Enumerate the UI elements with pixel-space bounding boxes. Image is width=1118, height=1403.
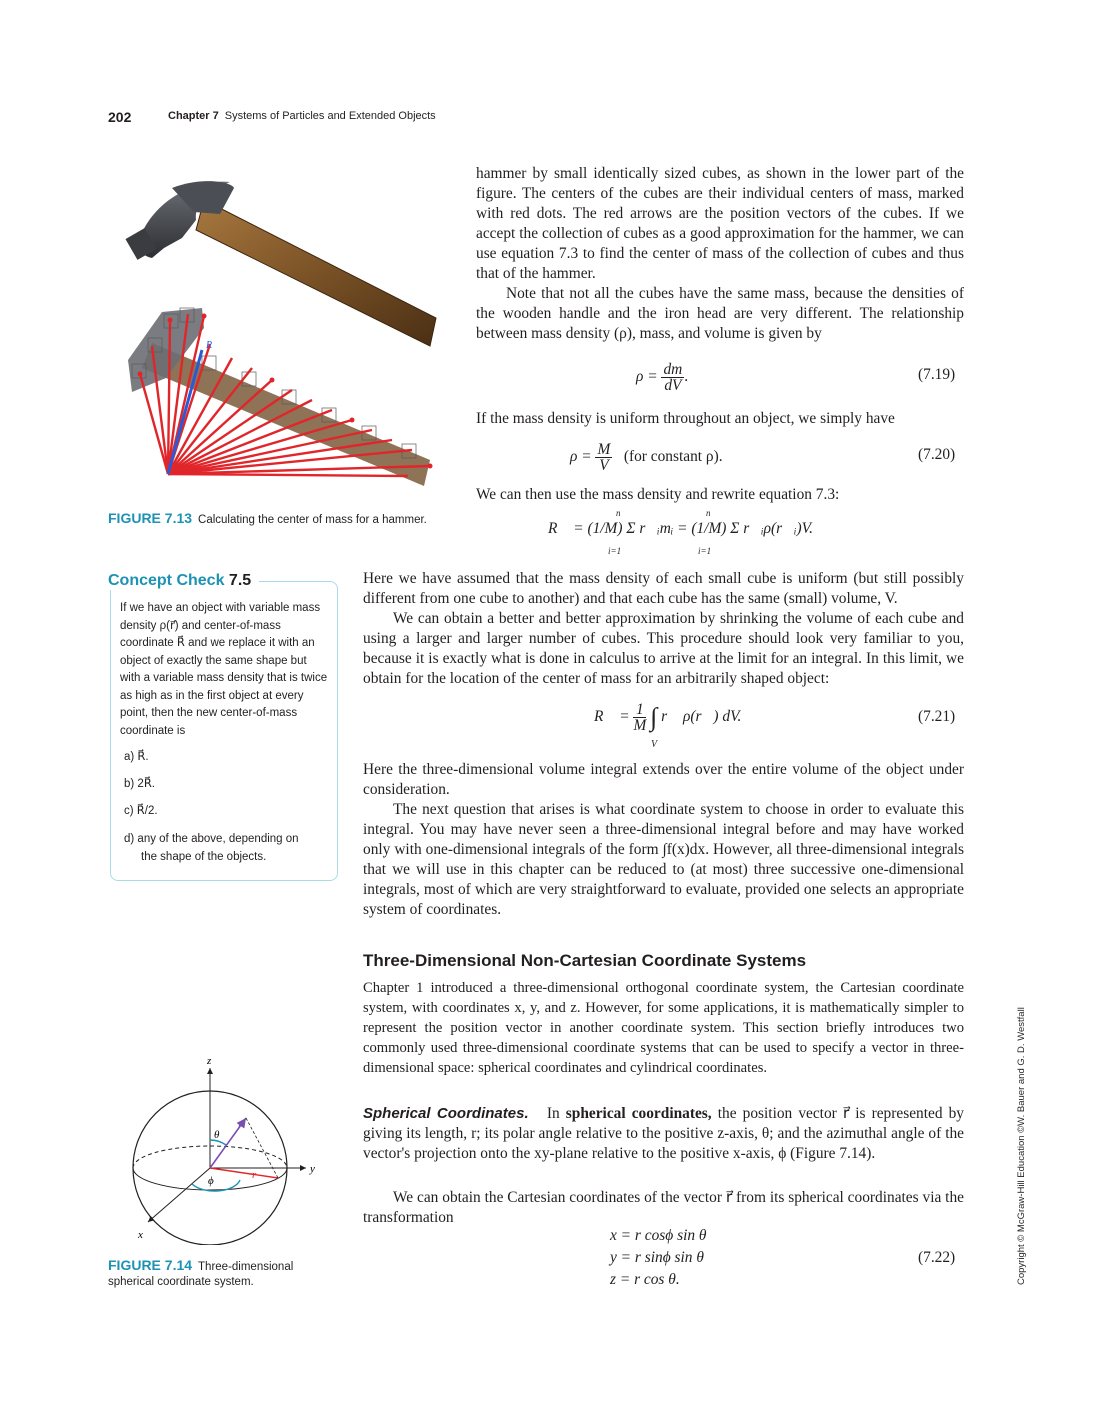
equation-7-19	[636, 362, 688, 393]
eq-7-21-sub: V	[651, 739, 658, 750]
eq-7-19-den: dV	[664, 377, 682, 394]
figure-7-14-label: FIGURE 7.14	[108, 1257, 193, 1273]
eq-7-22-number: (7.22)	[918, 1249, 956, 1266]
label-theta: θ	[214, 1129, 220, 1141]
paragraph-9: Chapter 1 introduced a three-dimensional orthogonal coordinate system, the Cartesian coordinate system, with coordinates x, y, and z. However, for some applications, it is mathematically simpler to represent the position vector in another coordinate system. This section briefly introduces two commonly used three-dimensional coordinate systems that can be used to specify a vector in three-dimensional space: spherical coordinates and cylindrical coordinates.	[363, 980, 964, 1076]
paragraph-8: The next question that arises is what coordinate system to choose in order to evaluate this integral. You may have never seen a three-dimensional integral before and may have worked only with one-dimensional integrals of the form ∫f(x)dx. However, all three-dimensional integrals that we will use in this chapter can be reduced to (at most) three successive one-dimensional integrals, most of which are very straightforward to evaluate, provided one selects an appropriate system of coordinates.	[363, 801, 964, 918]
vector-label-R: R	[206, 340, 213, 351]
integral-sign: ∫	[650, 702, 658, 732]
option-d: d) any of the above, depending on	[124, 833, 299, 845]
option-c: c) R⃗/2.	[124, 805, 158, 817]
equation-7-22	[610, 1225, 706, 1291]
paragraph-2: Note that not all the cubes have the same mass, because the densities of the wooden handle and the iron head are very different. The relationship between mass density (ρ), mass, and volume is given by	[476, 285, 964, 342]
equation-7-3-rewritten: R⃗ = (1/M) Σ r⃗ᵢmᵢ = (1/M) Σ r⃗ᵢρ(r⃗ᵢ)V.	[548, 520, 813, 537]
sum1-top: n	[616, 508, 621, 518]
figure-7-14-line2: spherical coordinate system.	[108, 1276, 254, 1288]
sum2-top: n	[706, 508, 711, 518]
x-axis	[148, 1168, 210, 1222]
hammer-figure	[112, 168, 452, 498]
paragraph-1: hammer by small identically sized cubes, as shown in the lower part of the figure. The centers of the cubes are their individual centers of mass, marked with red dots. The red arrows are the position vectors of the cubes. If we accept the collection of cubes as a good approximation for the hammer, we can use equation 7.3 to find the center of mass of the collection of cubes and thus that of the hammer.	[476, 165, 964, 282]
option-b: b) 2R⃗.	[124, 778, 156, 790]
eq-7-22-line2: y = r sinϕ sin θ	[610, 1249, 704, 1266]
label-r: r	[252, 1169, 257, 1181]
r-projection	[210, 1168, 278, 1178]
concept-check-title	[108, 572, 259, 590]
equation-7-20	[570, 442, 723, 473]
sphere-figure	[118, 1050, 328, 1245]
spherical-run-in: Spherical Coordinates.	[363, 1105, 529, 1122]
eq-7-20-number: (7.20)	[918, 446, 956, 463]
label-y: y	[310, 1163, 315, 1175]
concept-check-question: If we have an object with variable mass density ρ(r⃗) and center-of-mass coordinate R⃗ and we replace it with an object of exactly the same shape but with a variable mass density that is twice as high as in the first object at every point, then the new center-of-mass coordinate is	[120, 602, 328, 737]
section-heading: Three-Dimensional Non-Cartesian Coordinate Systems	[363, 951, 807, 970]
eq-7-19-num: dm	[663, 361, 683, 378]
eq-7-19-number: (7.19)	[918, 366, 956, 383]
eq-7-19-lhs: ρ =	[636, 368, 658, 386]
figure-7-13-label: FIGURE 7.13	[108, 510, 193, 526]
spherical-paragraph	[363, 1104, 964, 1164]
option-d-continued: the shape of the objects.	[141, 851, 267, 863]
page-number: 202	[108, 109, 132, 125]
figure-7-14-caption	[108, 1258, 308, 1290]
eq-7-21-integrand: r⃗ ρ(r⃗) dV.	[661, 708, 742, 726]
paragraph-3: If the mass density is uniform throughout an object, we simply have	[476, 410, 895, 427]
eq-7-20-tail: (for constant ρ).	[623, 448, 723, 466]
spherical-text-b: the position vector r⃗ is represented by giving its length, r; its polar angle relative to the positive z-axis, θ; and the azimuthal angle of the vector's projection onto the xy-plane relative to the positive x-axis, ϕ (Figure 7.14).	[363, 1105, 965, 1162]
option-a: a) R⃗.	[124, 751, 149, 763]
paragraph-7: Here the three-dimensional volume integral extends over the entire volume of the object under consideration.	[363, 761, 964, 798]
paragraph-4: We can then use the mass density and rewrite equation 7.3:	[476, 486, 840, 503]
eq-7-20-den: V	[599, 457, 609, 474]
figure-7-13-text: Calculating the center of mass for a hammer.	[198, 514, 427, 526]
spherical-text-a: In	[546, 1105, 560, 1122]
eq-7-20-num: M	[597, 441, 611, 458]
eq-7-21-den: M	[633, 717, 647, 734]
paragraph-10: We can obtain the Cartesian coordinates of the vector r⃗ from its spherical coordinates via the transformation	[363, 1189, 964, 1226]
label-x: x	[138, 1229, 143, 1241]
eq-7-20-lhs: ρ =	[570, 448, 592, 466]
figure-7-13-caption	[108, 511, 427, 528]
concept-check-number: 7.5	[228, 572, 252, 589]
concept-check-word: Concept Check	[108, 572, 225, 589]
eq-7-19-tail: .	[684, 368, 689, 386]
paragraph-5: Here we have assumed that the mass density of each small cube is uniform (but still possibly different from one cube to another) and that each cube has the same (small) volume, V.	[363, 570, 964, 607]
eq-7-21-number: (7.21)	[918, 708, 956, 725]
equation-7-21	[594, 702, 741, 733]
figure-7-14-line1: Three-dimensional	[198, 1261, 294, 1273]
paragraph-6: We can obtain a better and better approximation by shrinking the volume of each cube and using a larger and larger number of cubes. This procedure should look very familiar to you, because it is exactly what is done in calculus to arrive at the limit for an integral. In this limit, we obtain for the location of the center of mass for an arbitrarily shaped object:	[363, 610, 964, 687]
label-r-vec: r	[238, 1119, 243, 1131]
sum1-bottom: i=1	[608, 546, 622, 556]
chapter-title: Systems of Particles and Extended Objects	[224, 110, 436, 122]
eq-7-21-lhs: R⃗ =	[594, 708, 630, 726]
spherical-term: spherical coordinates,	[565, 1105, 712, 1122]
label-phi: ϕ	[208, 1175, 214, 1187]
eq-7-22-line3: z = r cos θ.	[610, 1271, 680, 1288]
copyright-notice: Copyright © McGraw-Hill Education ©W. Bauer and G. D. Westfall	[1016, 1007, 1027, 1285]
sum2-bottom: i=1	[698, 546, 712, 556]
chapter-label: Chapter 7	[168, 110, 219, 122]
running-head	[168, 110, 436, 122]
label-z: z	[207, 1055, 212, 1067]
eq-7-21-num: 1	[633, 702, 646, 718]
eq-7-22-line1: x = r cosϕ sin θ	[610, 1227, 707, 1244]
